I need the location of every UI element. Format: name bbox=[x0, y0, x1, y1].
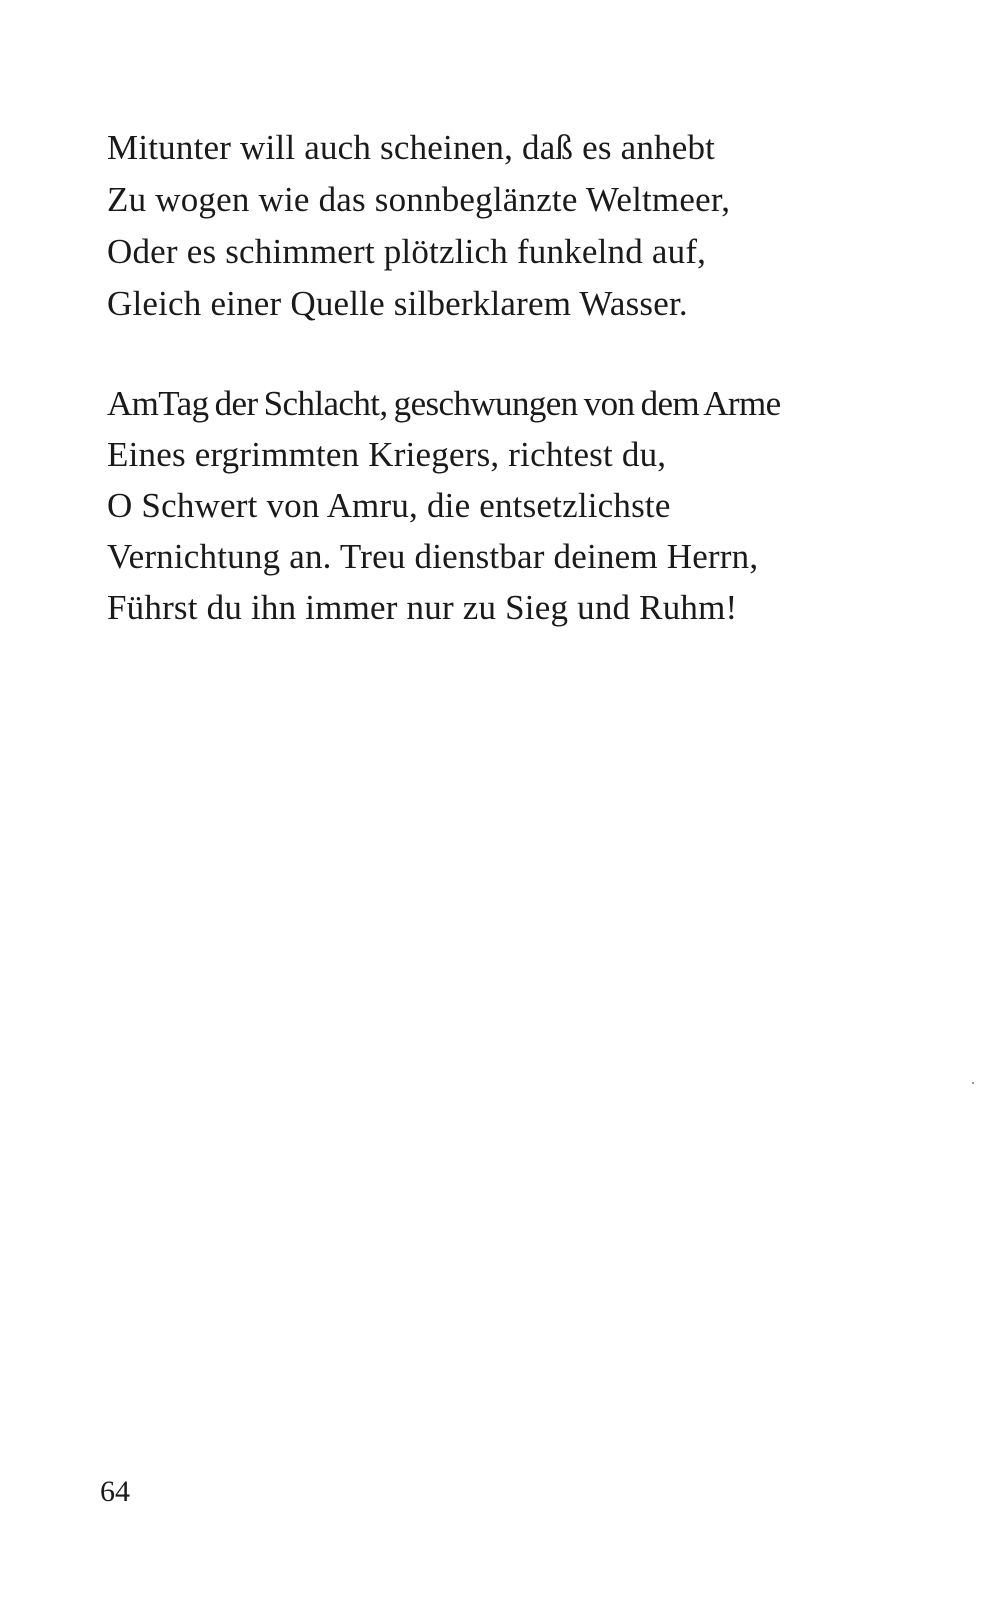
poem-stanza bbox=[107, 378, 927, 633]
poem-line: Oder es schimmert plötzlich funkelnd auf, bbox=[107, 232, 707, 271]
scan-speck bbox=[972, 1082, 974, 1084]
page-number: 64 bbox=[100, 1475, 130, 1508]
poem-line: Führst du ihn immer nur zu Sieg und Ruhm! bbox=[107, 588, 738, 627]
poem-stanza bbox=[107, 122, 927, 330]
poem-line: Gleich einer Quelle silberklarem Wasser. bbox=[107, 284, 688, 323]
poem-line: Mitunter will auch scheinen, daß es anhebt bbox=[107, 128, 716, 167]
poem-line: O Schwert von Amru, die entsetzlichste bbox=[107, 486, 671, 525]
poem-line: Vernichtung an. Treu dienstbar deinem Herrn, bbox=[107, 537, 759, 576]
poem-line: Zu wogen wie das sonnbeglänzte Weltmeer, bbox=[107, 180, 731, 219]
poem-line: Eines ergrimmten Kriegers, richtest du, bbox=[107, 435, 667, 474]
poem-line: AmTag der Schlacht, geschwungen von dem Arme bbox=[107, 384, 781, 423]
